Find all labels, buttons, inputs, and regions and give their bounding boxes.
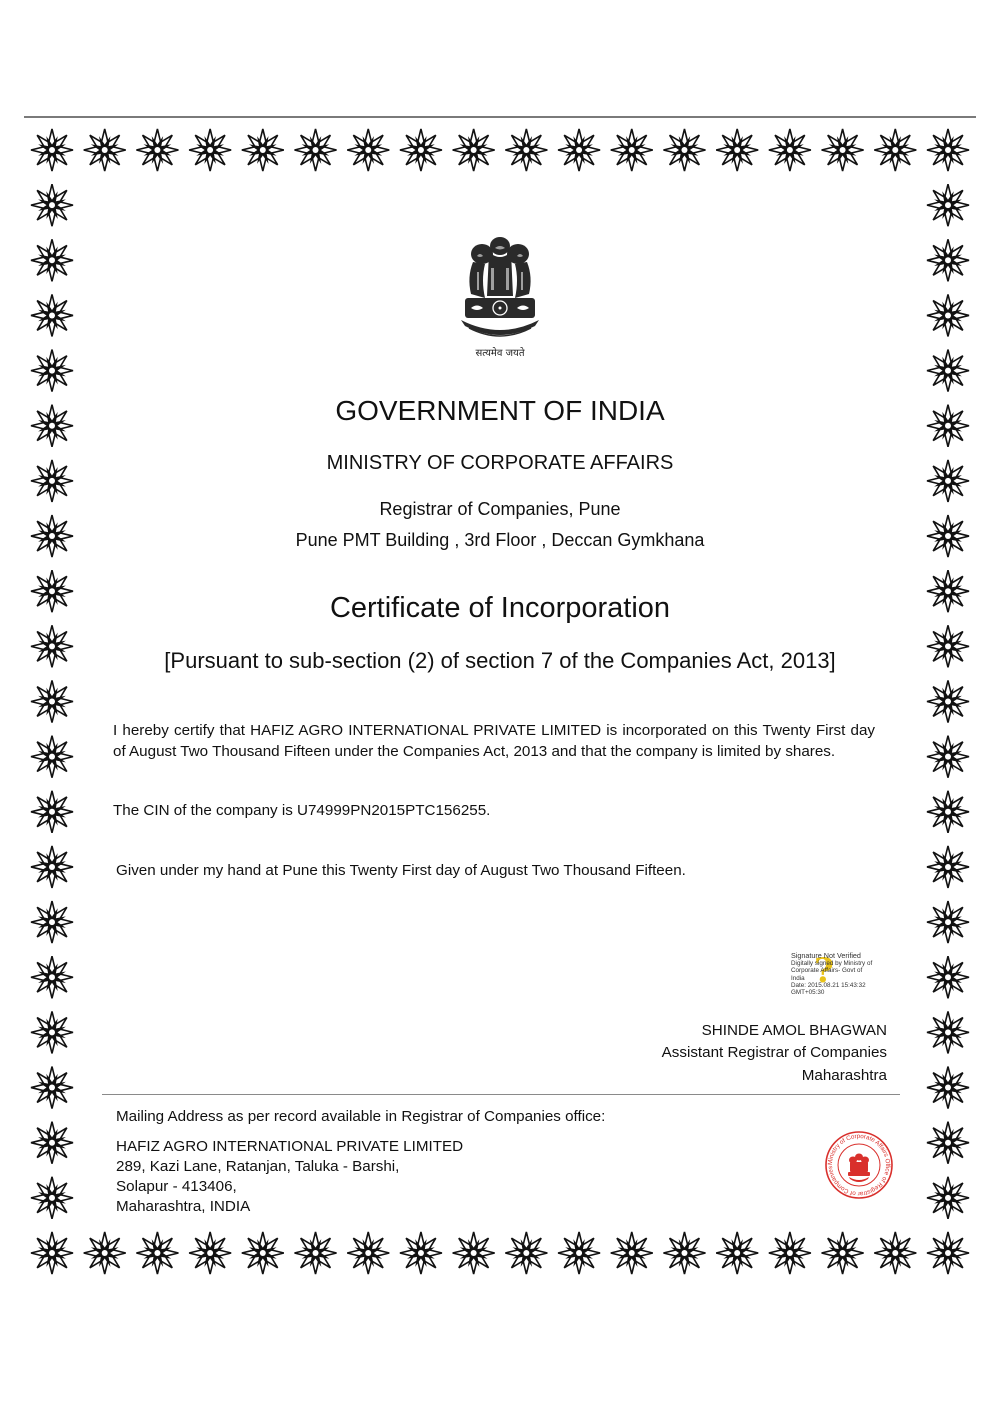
border-star-icon [136,129,178,171]
signature-timezone: GMT+05:30 [791,989,825,997]
ministry-heading: MINISTRY OF CORPORATE AFFAIRS [326,452,674,474]
border-star-icon [31,239,73,281]
border-star-icon [31,791,73,833]
national-emblem-icon [455,232,545,360]
border-star-icon [31,901,73,943]
pursuant-clause: [Pursuant to sub-section (2) of section 7 of the Companies Act, 2013] [164,648,836,673]
border-star-icon [611,129,653,171]
border-star-icon [927,1177,969,1219]
signature-line-1: Digitally signed by Ministry of [791,960,873,967]
border-star-icon [189,1232,231,1274]
border-star-icon [295,1232,337,1274]
border-star-icon [242,129,284,171]
border-star-icon [822,1232,864,1274]
signatory-state: Maharashtra [801,1067,887,1084]
border-star-icon [927,1122,969,1164]
border-star-icon [927,1067,969,1109]
border-star-icon [927,350,969,392]
border-star-icon [927,239,969,281]
digital-signature-block [791,951,891,1001]
border-star-icon [927,846,969,888]
border-star-icon [295,129,337,171]
border-star-icon [927,1232,969,1274]
border-star-icon [84,1232,126,1274]
border-star-icon [927,294,969,336]
border-star-icon [611,1232,653,1274]
border-star-icon [769,129,811,171]
border-star-icon [31,184,73,226]
border-star-icon [347,129,389,171]
border-star-icon [31,956,73,998]
border-star-icon [453,129,495,171]
mailing-address-line: Maharashtra, INDIA [116,1198,251,1215]
border-star-icon [400,129,442,171]
border-star-icon [31,846,73,888]
border-star-icon [31,350,73,392]
svg-text:सत्यमेव जयते: सत्यमेव जयते [475,348,525,359]
signature-line-2: Corporate Affairs- Govt of [791,967,863,975]
border-star-icon [663,129,705,171]
border-star-icon [927,681,969,723]
registrar-name: Registrar of Companies, Pune [379,499,621,519]
border-star-icon [505,129,547,171]
border-star-icon [84,129,126,171]
border-star-icon [927,791,969,833]
border-star-icon [136,1232,178,1274]
registrar-address: Pune PMT Building , 3rd Floor , Deccan Gymkhana [295,530,705,550]
signature-status: Signature Not Verified [791,951,861,960]
border-star-icon [927,1011,969,1053]
border-star-icon [927,736,969,778]
border-star-icon [927,129,969,171]
signatory-title: Assistant Registrar of Companies [661,1044,887,1061]
border-star-icon [716,129,758,171]
svg-text:Ministry of Corporate Affairs: Ministry of Corporate Affairs Office of Registrar of Companies [826,1132,892,1198]
border-star-icon [31,1011,73,1053]
border-star-icon [31,681,73,723]
signature-date: Date: 2015.08.21 15:43:32 [791,981,866,989]
section-divider [102,1094,900,1095]
certification-paragraph: I hereby certify that HAFIZ AGRO INTERNATIONAL PRIVATE LIMITED is incorporated on this Twenty First day of August Two Thousand Fifteen under the Companies Act, 2013 and that the company is limited by shares. [113,722,875,760]
border-star-icon [31,1177,73,1219]
signature-unverified-icon: ? [814,951,834,991]
border-star-icon [927,901,969,943]
mailing-address-line: HAFIZ AGRO INTERNATIONAL PRIVATE LIMITED [116,1138,464,1155]
border-star-icon [31,294,73,336]
border-star-icon [347,1232,389,1274]
border-star-icon [822,129,864,171]
mailing-address-line: Solapur - 413406, [116,1178,237,1195]
border-star-icon [505,1232,547,1274]
certificate-title: Certificate of Incorporation [329,592,671,624]
cin-statement: The CIN of the company is U74999PN2015PTC156255. [113,802,491,819]
border-star-icon [31,129,73,171]
border-star-icon [558,129,600,171]
border-star-icon [31,1122,73,1164]
border-star-icon [663,1232,705,1274]
border-star-icon [31,1067,73,1109]
border-star-icon [558,1232,600,1274]
mailing-address-heading: Mailing Address as per record available in Registrar of Companies office: [116,1108,606,1125]
border-star-icon [716,1232,758,1274]
border-star-icon [31,1232,73,1274]
border-star-icon [400,1232,442,1274]
border-star-icon [453,1232,495,1274]
border-star-icon [769,1232,811,1274]
registrar-seal-icon [824,1130,894,1200]
mailing-address-line: 289, Kazi Lane, Ratanjan, Taluka - Barshi, [116,1158,400,1175]
border-star-icon [874,129,916,171]
government-heading: GOVERNMENT OF INDIA [335,395,665,426]
border-star-icon [927,184,969,226]
border-star-icon [189,129,231,171]
signatory-name: SHINDE AMOL BHAGWAN [701,1022,887,1039]
signature-line-3: India [791,974,805,982]
border-star-icon [874,1232,916,1274]
border-star-icon [242,1232,284,1274]
border-star-icon [31,736,73,778]
given-statement: Given under my hand at Pune this Twenty First day of August Two Thousand Fifteen. [116,862,686,879]
border-star-icon [927,956,969,998]
